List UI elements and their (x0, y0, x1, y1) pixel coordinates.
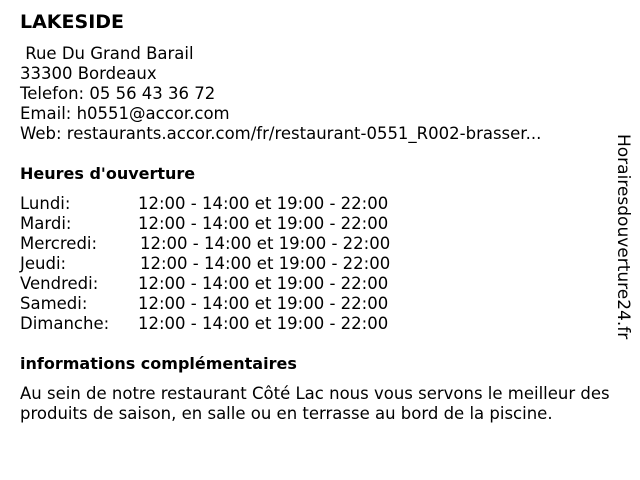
time-range: 12:00 - 14:00 et 19:00 - 22:00 (138, 214, 389, 233)
hours-row-friday (20, 274, 580, 294)
watermark-text: Horairesdouverture24.fr (613, 134, 633, 340)
time-range: 12:00 - 14:00 et 19:00 - 22:00 (138, 194, 389, 213)
time-range: 12:00 - 14:00 et 19:00 - 22:00 (138, 314, 389, 333)
phone-number: Telefon: 05 56 43 36 72 (20, 84, 216, 103)
contact-block (20, 44, 600, 144)
time-range: 12:00 - 14:00 et 19:00 - 22:00 (138, 294, 389, 313)
additional-info-text: Au sein de notre restaurant Côté Lac nous vous servons le meilleur des produits de saison, en salle ou en terrasse au bord de la piscine. (20, 384, 610, 423)
time-range: 12:00 - 14:00 et 19:00 - 22:00 (140, 234, 391, 253)
day-label: Samedi: (20, 294, 88, 313)
hours-row-saturday (20, 294, 580, 314)
address-street: Rue Du Grand Barail (20, 44, 194, 63)
restaurant-name: LAKESIDE (20, 11, 125, 33)
time-range: 12:00 - 14:00 et 19:00 - 22:00 (140, 254, 391, 273)
opening-hours-heading: Heures d'ouverture (20, 164, 196, 183)
hours-row-wednesday (20, 234, 580, 254)
opening-hours-table (20, 194, 580, 334)
email-address: Email: h0551@accor.com (20, 104, 230, 123)
watermark (612, 134, 636, 370)
website-url: Web: restaurants.accor.com/fr/restaurant-0551_R002-brasser... (20, 124, 542, 143)
day-label: Mardi: (20, 214, 72, 233)
day-label: Vendredi: (20, 274, 99, 293)
hours-row-sunday (20, 314, 580, 334)
address-city: 33300 Bordeaux (20, 64, 157, 83)
day-label: Mercredi: (20, 234, 98, 253)
hours-row-thursday (20, 254, 580, 274)
day-label: Dimanche: (20, 314, 110, 333)
day-label: Lundi: (20, 194, 71, 213)
hours-row-monday (20, 194, 580, 214)
day-label: Jeudi: (20, 254, 67, 273)
additional-info-heading: informations complémentaires (20, 354, 297, 373)
time-range: 12:00 - 14:00 et 19:00 - 22:00 (138, 274, 389, 293)
hours-row-tuesday (20, 214, 580, 234)
